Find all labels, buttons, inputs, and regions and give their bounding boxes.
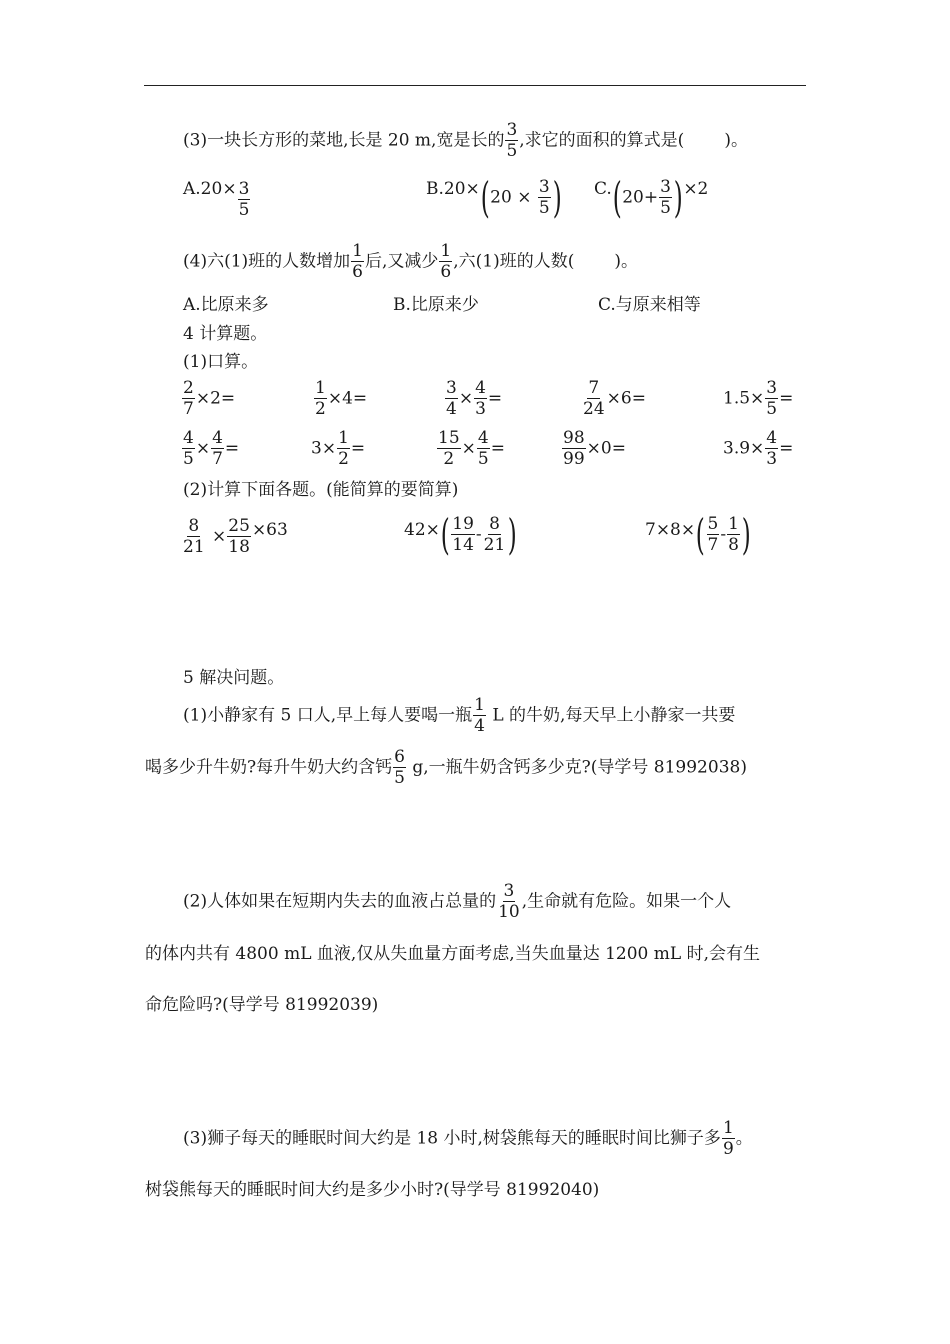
oral-title: (1)口算。 bbox=[183, 352, 259, 372]
header-rule bbox=[144, 85, 806, 86]
q3-option-b[interactable]: B.20×(20 × $\frac{3}{5}$ ) bbox=[426, 173, 562, 222]
q3-option-c[interactable]: C.(20+ $\frac{3}{5}$ )×2 bbox=[594, 173, 709, 222]
fraction: $\frac{3}{5}$ bbox=[506, 120, 518, 161]
q4-stem: (4)六(1)班的人数增加 $\frac{1}{6}$ 后,又减少 $\frac{1}{6}$ ,六(1)班的人数( )。 bbox=[183, 241, 638, 282]
problem2-line2: 的体内共有 4800 mL 血液,仅从失血量方面考虑,当失血量达 1200 mL 时,会有生 bbox=[145, 944, 760, 964]
fraction: $\frac{1}{6}$ bbox=[352, 241, 363, 282]
oral-item: $\frac{1}{2}$ ×4= bbox=[315, 378, 368, 419]
section4-title: 4 计算题。 bbox=[183, 324, 268, 344]
fraction: $\frac{3}{5}$ bbox=[660, 177, 671, 218]
problem1-line1: (1)小静家有 5 口人,早上每人要喝一瓶 $\frac{1}{4}$ L 的牛奶,每天早上小静家一共要 bbox=[183, 695, 736, 736]
calc-item: 7×8×( $\frac{5}{7}$ - $\frac{1}{8}$ ) bbox=[645, 510, 751, 559]
calc-item: 42×( $\frac{19}{14}$ - $\frac{8}{21}$ ) bbox=[404, 510, 518, 559]
oral-item: 3.9× $\frac{4}{3}$ = bbox=[723, 428, 794, 469]
oral-item: $\frac{15}{2}$ × $\frac{4}{5}$ = bbox=[438, 428, 505, 469]
oral-item: $\frac{2}{7}$ ×2= bbox=[183, 378, 236, 419]
q3-option-a[interactable]: A.20× $\frac{3}{5}$ bbox=[183, 179, 250, 220]
calc-title: (2)计算下面各题。(能简算的要简算) bbox=[183, 480, 459, 500]
q4-option-a[interactable]: A.比原来多 bbox=[183, 295, 269, 315]
problem3-line1: (3)狮子每天的睡眠时间大约是 18 小时,树袋熊每天的睡眠时间比狮子多 $\frac{1}{9}$ 。 bbox=[183, 1118, 753, 1159]
problem1-line2: 喝多少升牛奶?每升牛奶大约含钙 $\frac{6}{5}$ g,一瓶牛奶含钙多少克?(导学号 81992038) bbox=[145, 747, 747, 788]
oral-item: $\frac{3}{4}$ × $\frac{4}{3}$ = bbox=[446, 378, 503, 419]
fraction: $\frac{1}{6}$ bbox=[440, 241, 452, 282]
q4-option-b[interactable]: B.比原来少 bbox=[393, 295, 479, 315]
oral-item: $\frac{7}{24}$ ×6= bbox=[583, 378, 646, 419]
problem2-line1: (2)人体如果在短期内失去的血液占总量的 $\frac{3}{10}$ ,生命就有危险。如果一个人 bbox=[183, 881, 732, 922]
section5-title: 5 解决问题。 bbox=[183, 668, 285, 688]
oral-item: 1.5× $\frac{3}{5}$ = bbox=[723, 378, 794, 419]
oral-item: $\frac{98}{99}$ ×0= bbox=[563, 428, 626, 469]
oral-item: 3× $\frac{1}{2}$ = bbox=[311, 428, 366, 469]
problem2-line3: 命危险吗?(导学号 81992039) bbox=[145, 995, 379, 1015]
fraction: $\frac{3}{5}$ bbox=[238, 179, 250, 220]
calc-item: $\frac{8}{21}$ × $\frac{25}{18}$ ×63 bbox=[183, 516, 288, 557]
problem3-line2: 树袋熊每天的睡眠时间大约是多少小时?(导学号 81992040) bbox=[145, 1180, 600, 1200]
q3-stem: (3)一块长方形的菜地,长是 20 m,宽是长的 $\frac{3}{5}$ ,求它的面积的算式是( )。 bbox=[183, 120, 748, 161]
oral-item: $\frac{4}{5}$ × $\frac{4}{7}$ = bbox=[183, 428, 240, 469]
q4-option-c[interactable]: C.与原来相等 bbox=[598, 295, 701, 315]
fraction: $\frac{3}{5}$ bbox=[538, 177, 550, 218]
